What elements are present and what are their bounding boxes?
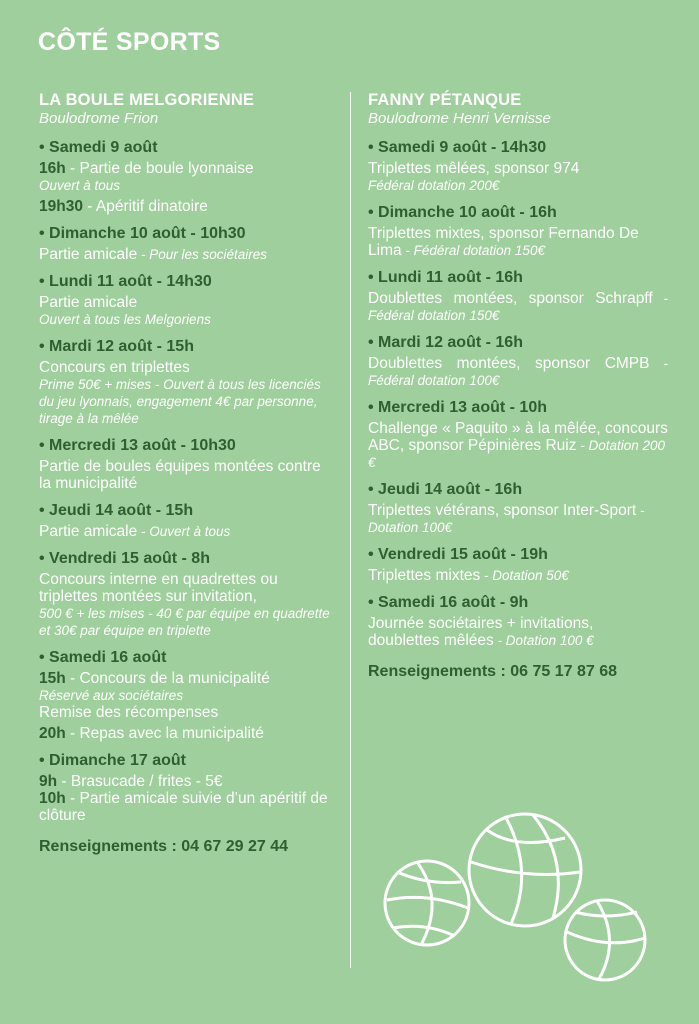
event-line [39,198,337,215]
event-date: • Mardi 12 août - 15h [39,338,194,355]
event-text: Triplettes mêlées, sponsor 974 [368,160,580,177]
event-date: • Dimanche 17 août [39,752,186,769]
event-text: Remise des récompenses [39,704,219,721]
event-note: Ouvert à tous les Melgoriens [39,312,211,327]
event-text: - Apéritif dinatoire [82,198,208,215]
ball-small-right [565,900,645,980]
event-line [39,773,337,790]
event-item [368,268,668,324]
event-item [39,751,337,824]
event-item [39,272,337,328]
event-item [368,593,668,649]
event-line [368,502,668,536]
event-note: - Dotation 200 € [368,438,666,470]
event-text: Challenge « Paquito » à la mêlée, concours ABC, sponsor Pépinières Ruiz [368,420,668,454]
left-column [39,90,337,856]
event-text: Partie amicale [39,294,138,311]
event-note: - Dotation 100 € [493,633,594,648]
event-time: 10h [39,790,66,807]
column-divider [350,92,351,968]
event-item [368,398,668,471]
event-date: • Vendredi 15 août - 19h [368,546,548,563]
event-date: • Lundi 11 août - 16h [368,269,523,286]
event-time: 16h [39,160,66,177]
event-note: Prime 50€ + mises - Ouvert à tous les licenciés du jeu lyonnais, engagement 4€ par personne, tirage à la mêlée [39,377,321,426]
event-date: • Samedi 9 août - 14h30 [368,139,547,156]
ball-large-center [469,814,581,926]
event-date: • Samedi 9 août [39,139,158,156]
event-line [368,567,668,584]
event-date: • Samedi 16 août - 9h [368,594,529,611]
event-note: - Fédéral dotation 150€ [401,243,545,258]
event-date: • Dimanche 10 août - 10h30 [39,225,246,242]
event-line [39,523,337,540]
right-column [368,90,668,681]
event-text: - Partie de boule lyonnaise [65,160,254,177]
event-line [368,355,668,389]
event-time: 20h [39,725,66,742]
event-item [39,648,337,742]
event-note: - Fédéral dotation 100€ [368,356,669,388]
event-date: • Jeudi 14 août - 16h [368,481,523,498]
event-item [39,224,337,263]
event-text: - Repas avec la municipalité [65,725,264,742]
event-date: • Vendredi 15 août - 8h [39,550,210,567]
contact-info: Renseignements : 06 75 17 87 68 [368,663,618,680]
event-item [368,545,668,584]
event-date: • Lundi 11 août - 14h30 [39,273,212,290]
event-date: • Jeudi 14 août - 15h [39,502,194,519]
event-item [39,501,337,540]
event-text: Concours en triplettes [39,359,190,376]
event-time: 19h30 [39,198,83,215]
club-venue: Boulodrome Henri Vernisse [368,110,551,127]
event-note: Fédéral dotation 200€ [368,178,500,193]
event-note: - Ouvert à tous [137,524,231,539]
event-item [368,138,668,194]
event-line [368,290,668,324]
event-text: - Brasucade / frites - 5€ [57,773,223,790]
event-text: - Partie amicale suivie d’un apéritif de clôture [39,790,328,824]
event-date: • Mardi 12 août - 16h [368,334,523,351]
event-item [39,549,337,639]
event-line [39,246,337,263]
contact-info: Renseignements : 04 67 29 27 44 [39,838,289,855]
club-name: FANNY PÉTANQUE [368,91,522,109]
event-text: Journée sociétaires + invitations, doublettes mêlées [368,615,594,649]
event-note: Réservé aux sociétaires [39,688,184,703]
event-line [39,670,337,687]
event-date: • Samedi 16 août [39,649,167,666]
event-line [39,160,337,177]
event-line [368,420,668,471]
event-text: Triplettes mixtes, sponsor Fernando De Lima [368,225,639,259]
event-line [39,790,337,824]
event-note: - Dotation 50€ [480,568,569,583]
event-note: - Dotation 100€ [368,503,645,535]
club-name: LA BOULE MELGORIENNE [39,91,255,109]
event-text: Partie amicale [39,523,138,540]
event-item [368,333,668,389]
event-text: Doublettes montées, sponsor CMPB [368,355,650,372]
page-title: CÔTÉ SPORTS [38,28,221,56]
basketball-icon [375,800,675,1024]
event-line [368,225,668,259]
event-line [39,725,337,742]
event-item [368,203,668,259]
event-time: 15h [39,670,66,687]
event-text: - Concours de la municipalité [65,670,270,687]
event-text: Doublettes montées, sponsor Schrapff [368,290,653,307]
event-text: Triplettes vétérans, sponsor Inter-Sport [368,502,637,519]
event-note: 500 € + les mises - 40 € par équipe en quadrette et 30€ par équipe en triplette [39,606,330,638]
event-date: • Dimanche 10 août - 16h [368,204,557,221]
event-text: Partie amicale [39,246,138,263]
ball-small-left [385,861,469,945]
event-text: Triplettes mixtes [368,567,481,584]
club-venue: Boulodrome Frion [39,110,159,127]
event-date: • Mercredi 13 août - 10h [368,399,547,416]
event-item [39,436,337,492]
event-note: Ouvert à tous [39,178,121,193]
event-note: - Fédéral dotation 150€ [368,291,668,323]
event-item [39,337,337,427]
event-item [368,480,668,536]
event-note: - Pour les sociétaires [137,247,268,262]
event-item [39,138,337,215]
event-text: Concours interne en quadrettes ou triplettes montées sur invitation, [39,571,278,605]
event-time: 9h [39,773,58,790]
event-date: • Mercredi 13 août - 10h30 [39,437,236,454]
event-line [368,615,668,649]
event-text: Partie de boules équipes montées contre la municipalité [39,458,321,492]
